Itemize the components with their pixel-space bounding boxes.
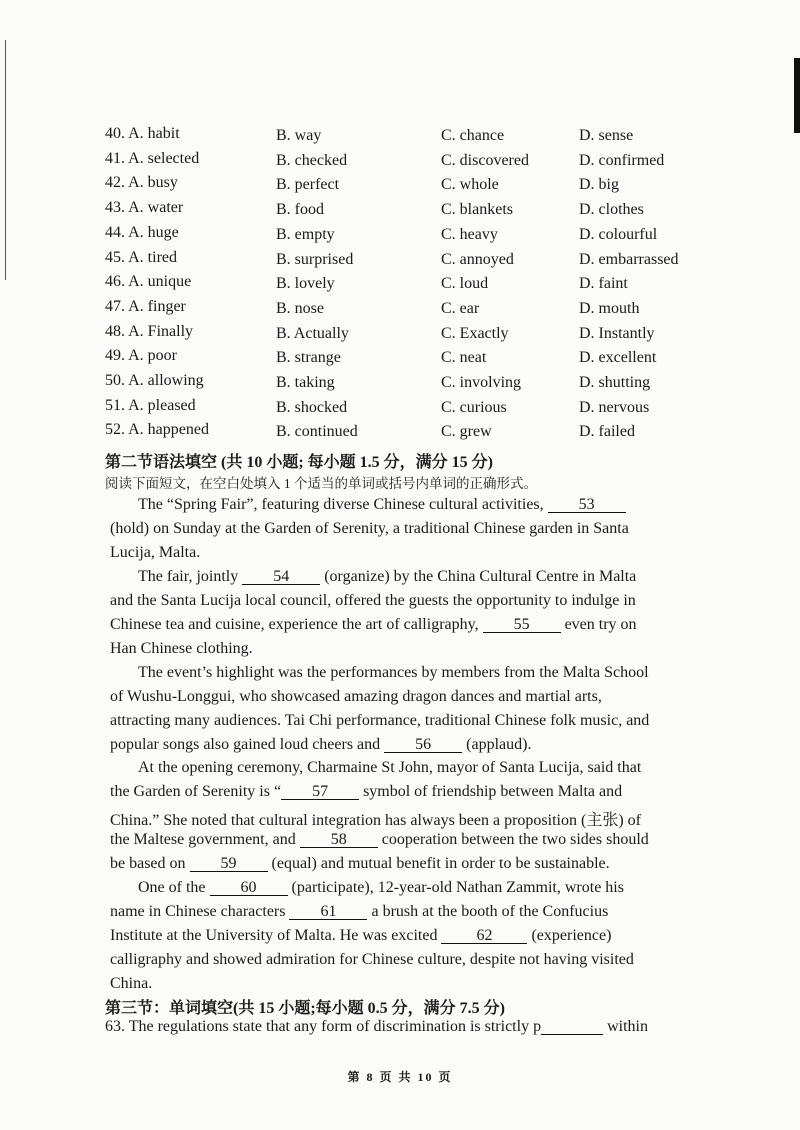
- passage-text: At the opening ceremony, Charmaine St John, mayor of Santa Lucija, said that: [138, 759, 642, 777]
- passage-line: [110, 831, 649, 849]
- passage-line: [110, 616, 637, 634]
- option-n: 50. A. allowing: [105, 372, 204, 389]
- answer-blank-53: 53: [548, 497, 626, 513]
- passage-text: Chinese tea and cuisine, experience the art of calligraphy,: [110, 615, 483, 633]
- answer-blank-55: 55: [483, 617, 561, 633]
- section3-heading: 第三节：单词填空(共 15 小题;每小题 0.5 分，满分 7.5 分): [105, 1000, 505, 1017]
- option-row: [105, 374, 745, 398]
- passage-line: [110, 951, 634, 969]
- question-63: [105, 1018, 648, 1036]
- option-d: D. mouth: [579, 299, 640, 317]
- passage-text: (experience): [527, 927, 612, 945]
- option-row: [105, 201, 745, 225]
- answer-blank-60: 60: [210, 880, 288, 896]
- option-n: 41. A. selected: [105, 149, 200, 167]
- option-d: D. big: [579, 176, 619, 194]
- passage-text: calligraphy and showed admiration for Chinese culture, despite not having visited: [110, 951, 634, 969]
- passage-text: attracting many audiences. Tai Chi performance, traditional Chinese folk music, and: [110, 711, 650, 729]
- passage-line: [138, 568, 636, 586]
- option-d: D. colourful: [579, 225, 658, 243]
- passage-line: [110, 544, 200, 562]
- option-b: B. Actually: [276, 324, 349, 342]
- passage-line: [110, 975, 152, 993]
- passage-text: (applaud).: [462, 735, 532, 753]
- option-c: C. whole: [441, 176, 499, 194]
- scan-edge-left: [5, 40, 6, 280]
- q63-text-after: within: [603, 1018, 648, 1035]
- option-n: 44. A. huge: [105, 223, 179, 241]
- answer-blank-54: 54: [242, 569, 320, 585]
- passage-text: popular songs also gained loud cheers and: [110, 735, 385, 753]
- option-b: B. shocked: [276, 398, 348, 416]
- option-c: C. heavy: [441, 225, 498, 243]
- passage-text: name in Chinese characters: [110, 903, 290, 921]
- passage-text: of Wushu-Longgui, who showcased amazing dragon dances and martial arts,: [110, 687, 602, 705]
- page-footer: 第 8 页 共 10 页: [347, 1070, 453, 1084]
- passage-text: The event’s highlight was the performances by members from the Malta School: [138, 663, 649, 681]
- passage-text: symbol of friendship between Malta and: [359, 783, 623, 801]
- passage-line: [110, 640, 253, 658]
- option-row: [105, 223, 745, 250]
- option-n: 48. A. Finally: [105, 322, 194, 340]
- option-d: D. shutting: [579, 374, 651, 391]
- section2-instruction: 阅读下面短文，在空白处填入 1 个适当的单词或括号内单词的正确形式。: [105, 476, 537, 491]
- passage-text: Han Chinese clothing.: [110, 639, 253, 657]
- option-c: C. grew: [441, 423, 492, 441]
- option-row: [105, 248, 745, 275]
- passage-line: [110, 592, 636, 610]
- passage-line: [110, 807, 641, 830]
- passage-line: [110, 927, 611, 945]
- option-row: [105, 275, 745, 299]
- passage-text: cooperation between the two sides should: [377, 831, 649, 849]
- option-c: C. ear: [441, 299, 480, 317]
- option-b: B. strange: [276, 349, 341, 367]
- option-d: D. sense: [579, 127, 634, 144]
- option-row: [105, 322, 745, 349]
- passage-text: be based on: [110, 855, 190, 873]
- option-b: B. perfect: [276, 176, 340, 194]
- option-c: C. loud: [441, 275, 489, 293]
- option-d: D. embarrassed: [579, 250, 679, 268]
- option-b: B. taking: [276, 374, 335, 391]
- q63-text: 63. The regulations state that any form of discrimination is strictly p: [105, 1018, 542, 1035]
- option-c: C. involving: [441, 374, 522, 391]
- option-n: 52. A. happened: [105, 421, 209, 439]
- passage-text: a brush at the booth of the Confucius: [367, 903, 609, 921]
- scan-edge-right: [794, 58, 800, 133]
- passage-line: [138, 759, 641, 777]
- passage-text: and the Santa Lucija local council, offered the guests the opportunity to indulge in: [110, 591, 636, 609]
- option-c: C. neat: [441, 349, 487, 367]
- option-n: 49. A. poor: [105, 347, 177, 365]
- option-row: [105, 297, 745, 324]
- answer-blank-58: 58: [300, 832, 378, 848]
- option-row: [105, 149, 745, 176]
- passage-text: (equal) and mutual benefit in order to be sustainable.: [267, 855, 610, 873]
- option-b: B. continued: [276, 423, 358, 441]
- passage-text: The fair, jointly: [138, 567, 243, 585]
- passage-line: [138, 496, 626, 514]
- passage-line: [110, 736, 531, 754]
- option-c: C. curious: [441, 398, 507, 416]
- option-row: [105, 349, 745, 373]
- option-b: B. empty: [276, 225, 335, 243]
- option-b: B. checked: [276, 151, 348, 169]
- option-c: C. discovered: [441, 151, 529, 169]
- answer-blank-61: 61: [289, 904, 367, 920]
- option-row: [105, 176, 745, 200]
- option-b: B. nose: [276, 299, 324, 317]
- option-c: C. chance: [441, 127, 505, 144]
- passage-text: Institute at the University of Malta. He was excited: [110, 927, 442, 945]
- option-d: D. faint: [579, 275, 628, 293]
- option-c: C. Exactly: [441, 324, 509, 342]
- option-c: C. annoyed: [441, 250, 514, 268]
- option-b: B. way: [276, 127, 322, 144]
- section2-heading: 第二节语法填空 (共 10 小题; 每小题 1.5 分，满分 15 分): [105, 454, 493, 471]
- passage-line: [138, 879, 624, 897]
- answer-blank-62: 62: [441, 928, 527, 944]
- passage-text: the Maltese government, and: [110, 831, 300, 849]
- passage-line: [110, 688, 602, 706]
- passage-line: [110, 520, 629, 538]
- passage-text: One of the: [138, 879, 210, 897]
- passage-text: (hold) on Sunday at the Garden of Serenity, a traditional Chinese garden in Santa: [110, 519, 629, 537]
- passage-text: (organize) by the China Cultural Centre in Malta: [320, 567, 637, 585]
- passage-text: China.: [110, 975, 153, 992]
- option-row: [105, 127, 745, 151]
- passage-text: (participate), 12-year-old Nathan Zammit, wrote his: [287, 879, 624, 897]
- option-n: 40. A. habit: [105, 125, 180, 142]
- passage-text: even try on: [560, 615, 637, 633]
- option-n: 42. A. busy: [105, 174, 178, 192]
- option-row: [105, 396, 745, 423]
- option-c: C. blankets: [441, 201, 513, 219]
- option-b: B. lovely: [276, 275, 335, 293]
- passage-line: [110, 783, 622, 801]
- passage-line: [138, 664, 649, 682]
- passage-text: The “Spring Fair”, featuring diverse Chinese cultural activities,: [138, 496, 548, 513]
- passage-line: [110, 903, 608, 921]
- answer-blank-56: 56: [384, 737, 462, 753]
- option-row: [105, 423, 745, 447]
- option-b: B. food: [276, 201, 324, 219]
- answer-blank-59: 59: [190, 856, 268, 872]
- option-d: D. clothes: [579, 201, 644, 219]
- passage-text: Lucija, Malta.: [110, 543, 201, 561]
- option-d: D. failed: [579, 423, 635, 441]
- option-b: B. surprised: [276, 250, 354, 268]
- option-d: D. nervous: [579, 398, 650, 416]
- option-d: D. excellent: [579, 349, 657, 367]
- answer-blank-57: 57: [281, 784, 359, 800]
- passage-text: the Garden of Serenity is “: [110, 783, 282, 801]
- option-n: 43. A. water: [105, 199, 184, 217]
- answer-blank: [541, 1019, 603, 1035]
- option-n: 47. A. finger: [105, 297, 186, 315]
- option-n: 46. A. unique: [105, 273, 192, 291]
- option-d: D. confirmed: [579, 151, 665, 169]
- option-n: 45. A. tired: [105, 248, 177, 266]
- passage-line: [110, 712, 649, 730]
- option-d: D. Instantly: [579, 324, 655, 342]
- option-n: 51. A. pleased: [105, 396, 196, 414]
- passage-line: [110, 855, 610, 873]
- passage-text: China.” She noted that cultural integration has always been a proposition (主张) of: [110, 812, 641, 830]
